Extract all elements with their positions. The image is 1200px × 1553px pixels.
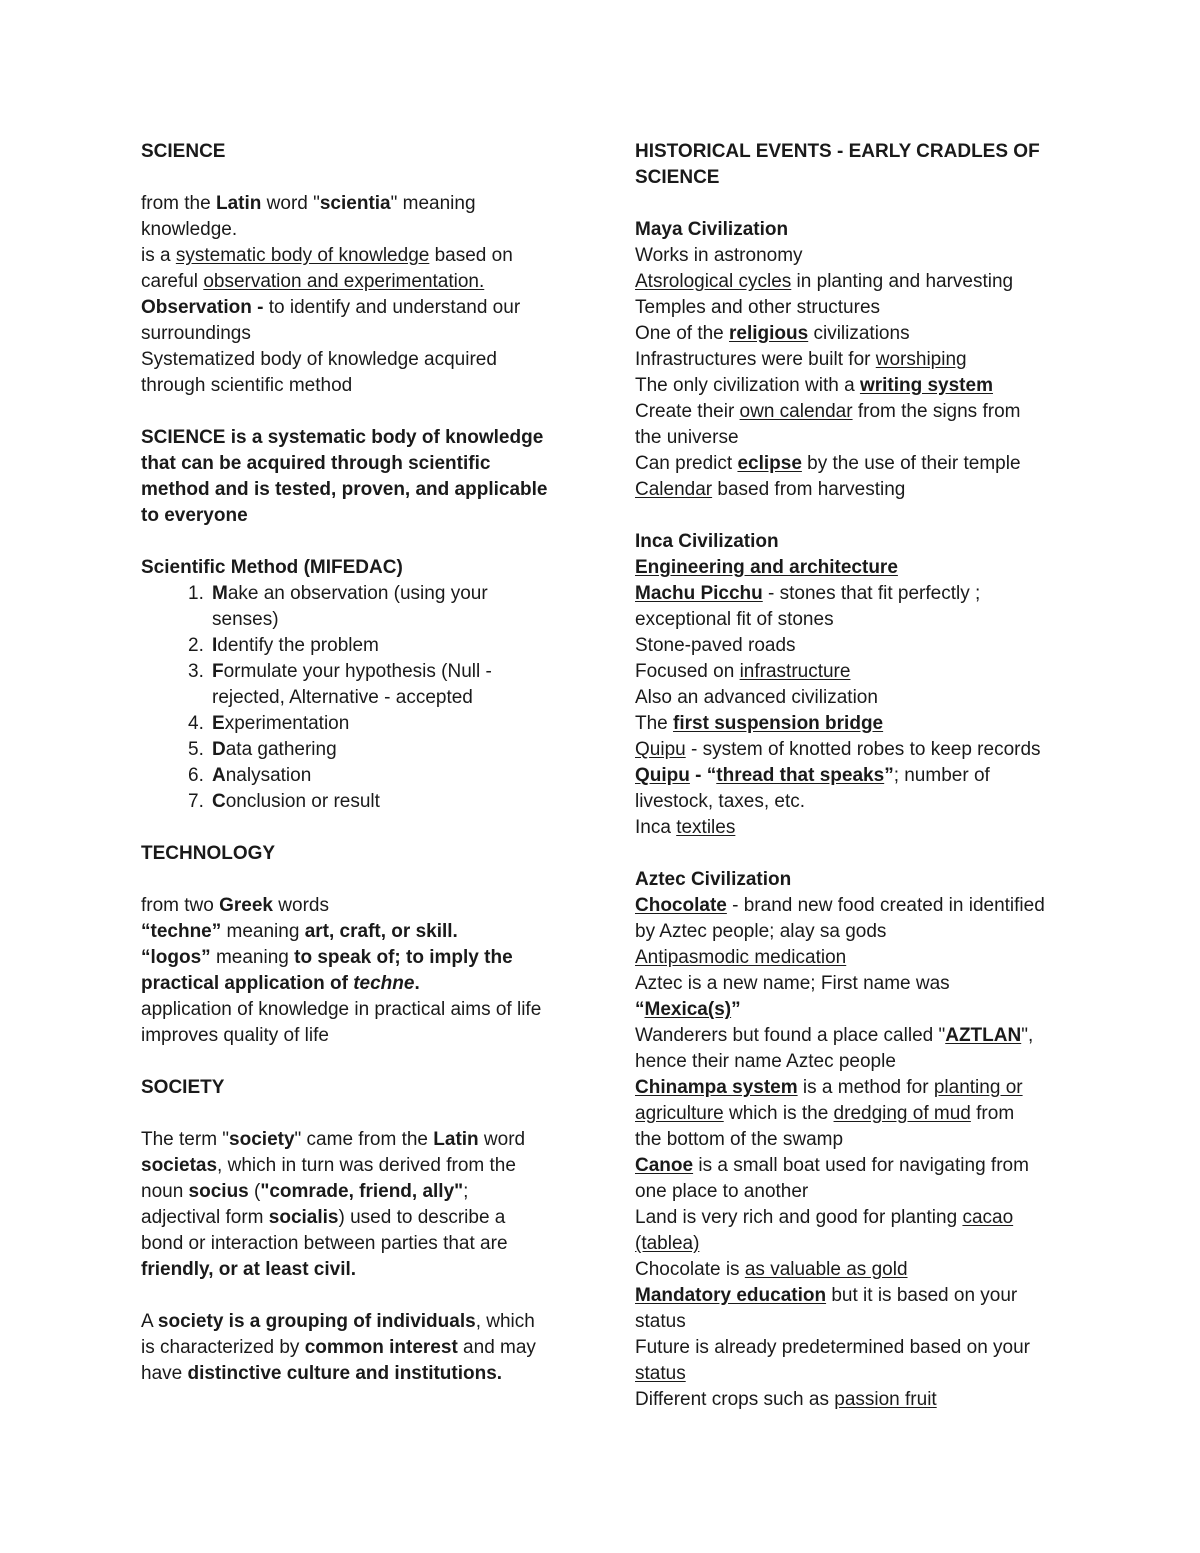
text-line: [141, 1231, 581, 1257]
text-run: AZTLAN: [945, 1025, 1022, 1046]
text-run: and may: [457, 1337, 536, 1358]
text-run: Works in astronomy: [635, 245, 803, 266]
text-run: "comrade, friend, ally": [260, 1181, 464, 1202]
text-run: from: [970, 1103, 1015, 1124]
text-run: , which: [475, 1311, 535, 1332]
text-run: by Aztec people; alay sa gods: [635, 921, 887, 942]
text-run: bond or interaction between parties that are: [141, 1233, 508, 1254]
text-run: noun: [141, 1181, 189, 1202]
text-run: Wanderers but found a place called ": [635, 1025, 946, 1046]
text-line: [141, 1309, 581, 1335]
text-run: that can be acquired through scientific: [141, 453, 491, 474]
text-run: - brand new food created in identified: [726, 895, 1045, 916]
text-run: Also an advanced civilization: [635, 687, 878, 708]
spacer: [141, 815, 581, 841]
text-run: passion fruit: [834, 1389, 937, 1410]
text-run: words: [273, 895, 329, 916]
list-item: [141, 789, 581, 815]
text-run: Observation -: [141, 297, 269, 318]
list-item-line: [212, 581, 581, 607]
spacer: [635, 841, 1080, 867]
text-run: , which in turn was derived from the: [217, 1155, 516, 1176]
text-line: [635, 633, 1080, 659]
text-run: Temples and other structures: [635, 297, 881, 318]
text-run: ",: [1021, 1025, 1034, 1046]
text-run: one place to another: [635, 1181, 809, 1202]
text-run: meaning: [221, 921, 305, 942]
text-line: [141, 295, 581, 321]
list-item: [141, 581, 581, 633]
text-line: [635, 581, 1080, 607]
text-run: - stones that fit perfectly ;: [762, 583, 981, 604]
text-line: [635, 1049, 1080, 1075]
text-run: techne: [353, 973, 415, 994]
text-run: dentify the problem: [217, 635, 379, 656]
list-item-line: [212, 659, 581, 685]
text-line: [635, 607, 1080, 633]
text-run: have: [141, 1363, 188, 1384]
text-line: [635, 971, 1080, 997]
text-run: to speak of; to imply the: [294, 947, 513, 968]
text-line: [141, 1127, 581, 1153]
text-run: meaning: [210, 947, 295, 968]
text-run: Quipu: [635, 739, 686, 760]
spacer: [141, 867, 581, 893]
list-number: 3.: [188, 661, 204, 682]
text-run: Machu Picchu: [635, 583, 763, 604]
text-run: onclusion or result: [225, 791, 380, 812]
text-run: Engineering and architecture: [635, 557, 898, 578]
text-run: nalysation: [225, 765, 312, 786]
left-column: [141, 139, 581, 1387]
text-run: Land is very rich and good for planting: [635, 1207, 963, 1228]
text-line: [635, 1283, 1080, 1309]
text-line: [635, 711, 1080, 737]
text-run: Antipasmodic medication: [635, 947, 847, 968]
text-run: Latin: [433, 1129, 479, 1150]
text-line: [635, 347, 1080, 373]
text-run: ) used to describe a: [338, 1207, 506, 1228]
text-run: which is the: [723, 1103, 834, 1124]
text-run: through scientific method: [141, 375, 353, 396]
text-line: [141, 321, 581, 347]
text-run: systematic body of knowledge: [175, 245, 430, 266]
text-run: word: [478, 1129, 526, 1150]
text-line: [141, 217, 581, 243]
text-run: Greek: [219, 895, 273, 916]
text-run: as valuable as gold: [744, 1259, 908, 1280]
text-run: livestock, taxes, etc.: [635, 791, 806, 812]
text-run: society: [229, 1129, 295, 1150]
text-line: [141, 243, 581, 269]
text-run: Atsrological cycles: [635, 271, 792, 292]
text-line: [141, 555, 581, 581]
text-line: [635, 893, 1080, 919]
text-run: scientia: [319, 193, 391, 214]
list-item: [141, 633, 581, 659]
text-line: [635, 1257, 1080, 1283]
text-line: [635, 1127, 1080, 1153]
text-run: the universe: [635, 427, 739, 448]
text-run: Create their: [635, 401, 740, 422]
text-run: surroundings: [141, 323, 251, 344]
text-run: Quipu: [635, 765, 690, 786]
list-item-line: [212, 763, 581, 789]
text-line: [635, 1361, 1080, 1387]
text-run: worshiping: [875, 349, 967, 370]
text-run: based on: [429, 245, 513, 266]
text-run: common interest: [304, 1337, 458, 1358]
text-run: A: [212, 765, 226, 786]
list-item: [141, 763, 581, 789]
text-run: exceptional fit of stones: [635, 609, 834, 630]
text-run: xperimentation: [224, 713, 350, 734]
text-run: ormulate your hypothesis (Null -: [223, 661, 492, 682]
text-run: One of the: [635, 323, 730, 344]
text-run: Infrastructures were built for: [635, 349, 876, 370]
text-run: first suspension bridge: [673, 713, 884, 734]
text-run: is a small boat used for navigating from: [693, 1155, 1029, 1176]
text-run: civilizations: [808, 323, 910, 344]
text-run: to everyone: [141, 505, 248, 526]
text-line: [635, 1023, 1080, 1049]
text-run: Focused on: [635, 661, 740, 682]
text-run: art, craft, or skill.: [304, 921, 458, 942]
text-run: is characterized by: [141, 1337, 305, 1358]
text-run: ake an observation (using your: [227, 583, 488, 604]
text-line: [141, 347, 581, 373]
text-run: SOCIETY: [141, 1077, 225, 1098]
text-run: textiles: [676, 817, 736, 838]
text-run: from the: [141, 193, 216, 214]
text-run: Systematized body of knowledge acquired: [141, 349, 497, 370]
section-heading: [635, 165, 1080, 191]
text-run: Chocolate: [635, 895, 727, 916]
text-line: [141, 477, 581, 503]
text-run: E: [212, 713, 225, 734]
text-line: [141, 1257, 581, 1283]
text-run: “techne”: [141, 921, 222, 942]
text-run: .: [414, 973, 420, 994]
text-run: own calendar: [739, 401, 853, 422]
text-run: improves quality of life: [141, 1025, 329, 1046]
spacer: [141, 529, 581, 555]
text-line: [141, 1023, 581, 1049]
text-run: socius: [188, 1181, 249, 1202]
text-run: is a: [141, 245, 176, 266]
text-line: [635, 1231, 1080, 1257]
text-run: planting or: [933, 1077, 1023, 1098]
text-run: distinctive culture and institutions.: [187, 1363, 503, 1384]
text-line: [141, 425, 581, 451]
text-line: [141, 269, 581, 295]
text-run: thread that speaks: [716, 765, 885, 786]
list-item: [141, 711, 581, 737]
spacer: [635, 191, 1080, 217]
text-line: [635, 1387, 1080, 1413]
text-run: Inca Civilization: [635, 531, 779, 552]
text-run: Can predict: [635, 453, 738, 474]
text-line: [141, 1179, 581, 1205]
text-run: Scientific Method (MIFEDAC): [141, 557, 403, 578]
text-line: [141, 1205, 581, 1231]
text-run: M: [212, 583, 228, 604]
list-number: 2.: [188, 635, 204, 656]
text-run: ”: [731, 999, 741, 1020]
text-line: [635, 1179, 1080, 1205]
section-heading: [141, 1075, 581, 1101]
text-run: ; number of: [893, 765, 990, 786]
text-run: hence their name Aztec people: [635, 1051, 896, 1072]
text-run: “logos”: [141, 947, 211, 968]
text-run: Canoe: [635, 1155, 694, 1176]
text-run: ;: [463, 1181, 469, 1202]
text-run: Aztec is a new name; First name was: [635, 973, 950, 994]
spacer: [141, 1049, 581, 1075]
text-line: [141, 503, 581, 529]
text-run: SCIENCE: [635, 167, 720, 188]
text-run: from the signs from: [852, 401, 1021, 422]
text-run: - system of knotted robes to keep records: [685, 739, 1041, 760]
text-run: Mexica(s): [644, 999, 732, 1020]
text-run: adjectival form: [141, 1207, 269, 1228]
text-run: (: [248, 1181, 261, 1202]
text-run: based from harvesting: [712, 479, 906, 500]
text-run: Stone-paved roads: [635, 635, 796, 656]
text-run: religious: [729, 323, 809, 344]
text-line: [635, 217, 1080, 243]
text-run: application of knowledge in practical aims of life: [141, 999, 542, 1020]
text-line: [635, 373, 1080, 399]
spacer: [141, 1101, 581, 1127]
text-line: [141, 997, 581, 1023]
text-run: friendly, or at least civil.: [141, 1259, 357, 1280]
text-run: practical application of: [141, 973, 354, 994]
section-heading: [141, 841, 581, 867]
text-line: [635, 425, 1080, 451]
text-run: D: [212, 739, 226, 760]
list-item-line: [212, 737, 581, 763]
text-run: in planting and harvesting: [791, 271, 1014, 292]
list-item-line: [212, 633, 581, 659]
text-run: word ": [261, 193, 320, 214]
text-run: Inca: [635, 817, 677, 838]
text-line: [635, 1335, 1080, 1361]
list-number: 7.: [188, 791, 204, 812]
text-run: status: [635, 1363, 686, 1384]
text-line: [141, 191, 581, 217]
spacer: [635, 503, 1080, 529]
text-line: [141, 1335, 581, 1361]
text-run: senses): [212, 609, 279, 630]
text-run: Aztec Civilization: [635, 869, 792, 890]
list-item-line: [212, 607, 581, 633]
text-run: Chocolate is: [635, 1259, 745, 1280]
spacer: [141, 165, 581, 191]
spacer: [141, 1283, 581, 1309]
text-line: [635, 997, 1080, 1023]
text-run: SCIENCE: [141, 141, 226, 162]
text-run: Calendar: [635, 479, 713, 500]
text-run: F: [212, 661, 224, 682]
text-run: is a method for: [797, 1077, 934, 1098]
text-run: observation and experimentation.: [203, 271, 485, 292]
text-run: knowledge.: [141, 219, 238, 240]
text-run: Latin: [215, 193, 262, 214]
text-run: Different crops such as: [635, 1389, 835, 1410]
text-line: [635, 737, 1080, 763]
text-run: from two: [141, 895, 220, 916]
text-line: [635, 321, 1080, 347]
text-line: [635, 529, 1080, 555]
text-line: [635, 477, 1080, 503]
text-run: by the use of their temple: [801, 453, 1021, 474]
text-line: [635, 555, 1080, 581]
text-run: careful: [141, 271, 204, 292]
text-run: The only civilization with a: [635, 375, 860, 396]
text-run: C: [212, 791, 226, 812]
text-run: “: [635, 999, 645, 1020]
text-run: dredging of mud: [833, 1103, 971, 1124]
text-line: [635, 815, 1080, 841]
text-line: [635, 945, 1080, 971]
text-run: societas: [141, 1155, 218, 1176]
list-number: 4.: [188, 713, 204, 734]
text-run: I: [212, 635, 218, 656]
text-run: ata gathering: [225, 739, 337, 760]
text-run: A: [141, 1311, 158, 1332]
text-line: [635, 295, 1080, 321]
text-line: [635, 1153, 1080, 1179]
text-line: [635, 1101, 1080, 1127]
text-line: [141, 451, 581, 477]
text-run: Maya Civilization: [635, 219, 789, 240]
text-line: [141, 919, 581, 945]
text-line: [141, 1361, 581, 1387]
list-number: 5.: [188, 739, 204, 760]
text-run: " meaning: [390, 193, 476, 214]
text-line: [635, 919, 1080, 945]
text-line: [635, 763, 1080, 789]
text-run: writing system: [859, 375, 993, 396]
text-line: [635, 1205, 1080, 1231]
text-run: rejected, Alternative - accepted: [212, 687, 473, 708]
text-line: [635, 269, 1080, 295]
list-item-line: [212, 685, 581, 711]
text-line: [141, 893, 581, 919]
text-line: [141, 373, 581, 399]
text-run: eclipse: [737, 453, 802, 474]
text-line: [141, 945, 581, 971]
list-number: 6.: [188, 765, 204, 786]
text-run: Mandatory education: [635, 1285, 827, 1306]
text-line: [141, 1153, 581, 1179]
text-run: agriculture: [635, 1103, 724, 1124]
text-run: (tablea): [635, 1233, 700, 1254]
text-run: but it is based on your: [826, 1285, 1018, 1306]
text-run: to identify and understand our: [268, 297, 521, 318]
text-line: [141, 971, 581, 997]
text-run: method and is tested, proven, and applicable: [141, 479, 548, 500]
text-line: [635, 789, 1080, 815]
text-line: [635, 867, 1080, 893]
text-run: HISTORICAL EVENTS - EARLY CRADLES OF: [635, 141, 1040, 162]
text-run: The term ": [141, 1129, 230, 1150]
section-heading: [635, 139, 1080, 165]
text-run: The: [635, 713, 674, 734]
text-run: ”: [884, 765, 894, 786]
text-run: infrastructure: [739, 661, 851, 682]
text-line: [635, 659, 1080, 685]
text-run: status: [635, 1311, 686, 1332]
text-run: Chinampa system: [635, 1077, 798, 1098]
text-line: [635, 1075, 1080, 1101]
list-item: [141, 737, 581, 763]
list-item-line: [212, 789, 581, 815]
text-run: " came from the: [294, 1129, 434, 1150]
right-column: [635, 139, 1080, 1413]
text-run: cacao: [962, 1207, 1014, 1228]
text-run: - “: [689, 765, 717, 786]
list-item: [141, 659, 581, 711]
list-number: 1.: [188, 583, 204, 604]
text-line: [635, 399, 1080, 425]
spacer: [141, 399, 581, 425]
list-item-line: [212, 711, 581, 737]
text-line: [635, 451, 1080, 477]
text-line: [635, 1309, 1080, 1335]
text-run: TECHNOLOGY: [141, 843, 276, 864]
text-line: [635, 685, 1080, 711]
text-line: [635, 243, 1080, 269]
text-run: socialis: [268, 1207, 339, 1228]
text-run: society is a grouping of individuals: [157, 1311, 476, 1332]
text-run: SCIENCE is a systematic body of knowledge: [141, 427, 544, 448]
text-run: the bottom of the swamp: [635, 1129, 844, 1150]
section-heading: [141, 139, 581, 165]
text-run: Future is already predetermined based on your: [635, 1337, 1031, 1358]
